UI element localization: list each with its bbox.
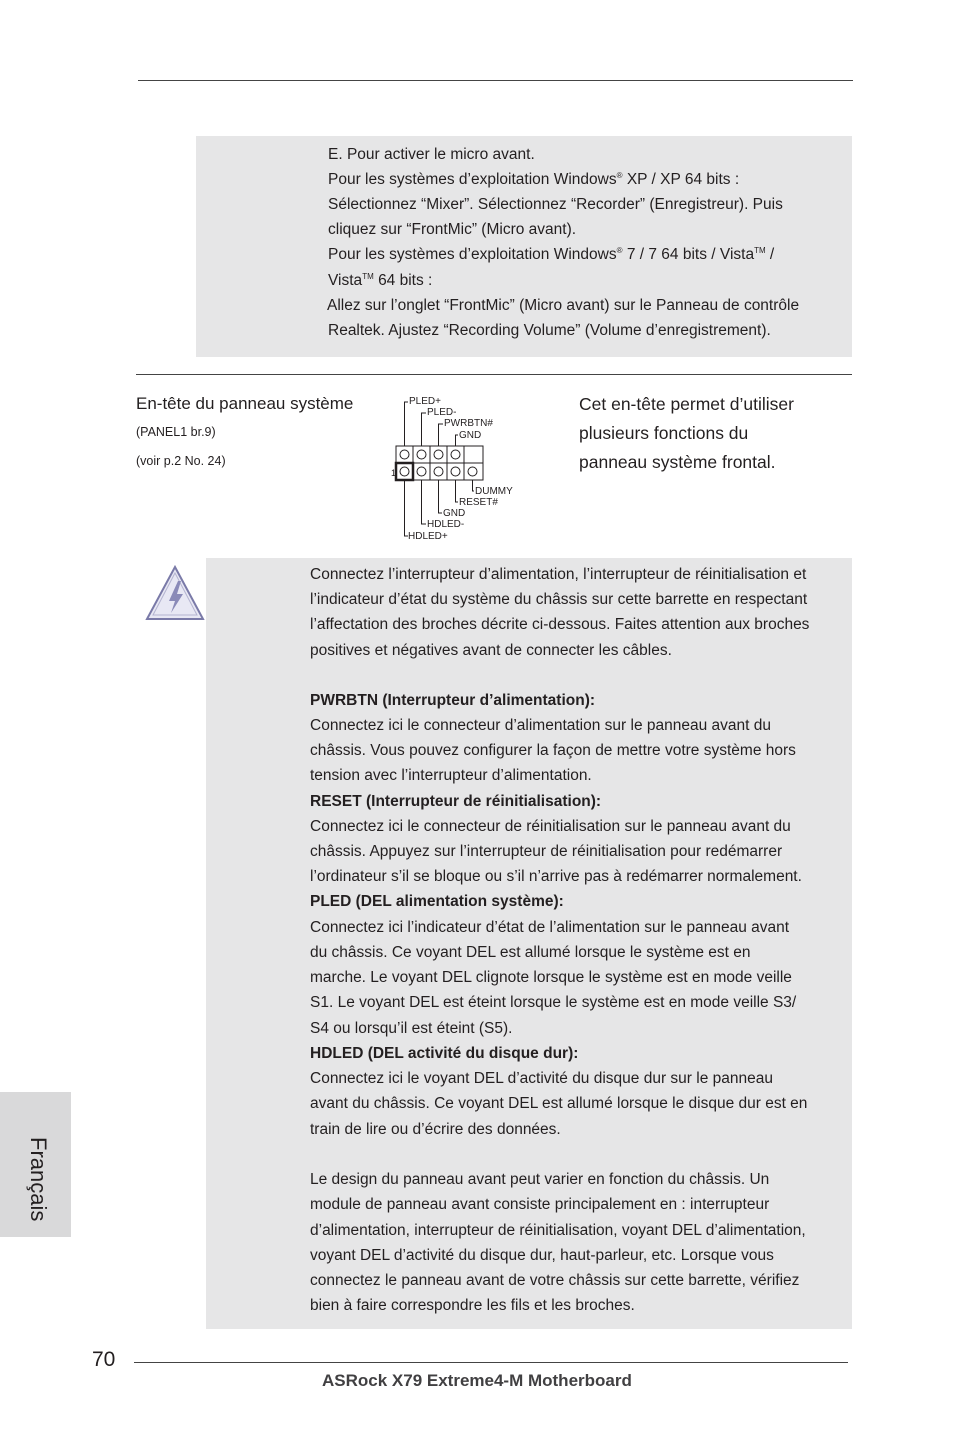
warning-line: tension avec l’interrupteur d’alimentation. <box>310 767 592 784</box>
warning-line: positives et négatives avant de connecter les câbles. <box>310 642 672 659</box>
header-desc-line: panneau système frontal. <box>579 452 776 472</box>
pin-label-gnd-bottom: GND <box>443 508 466 519</box>
audio-note-line: Vista™ 64 bits : <box>328 272 433 289</box>
warning-line: bien à faire correspondre les fils et les broches. <box>310 1297 635 1314</box>
warning-line: S1. Le voyant DEL est éteint lorsque le système est en mode veille S3/ <box>310 994 797 1011</box>
footer-rule <box>134 1362 848 1363</box>
warning-line: Le design du panneau avant peut varier en fonction du châssis. Un <box>310 1171 770 1188</box>
panel-header-diagram <box>388 390 528 542</box>
header-desc-line: Cet en-tête permet d’utiliser <box>579 394 794 414</box>
audio-note-line: E. Pour activer le micro avant. <box>328 146 535 163</box>
warning-line: l’ordinateur s’il se bloque ou s’il n’arrive pas à redémarrer normalement. <box>310 868 802 885</box>
warning-line: avant du châssis. Ce voyant DEL est allumé lorsque le disque dur est en <box>310 1095 808 1112</box>
hdled-heading: HDLED (DEL activité du disque dur): <box>310 1045 579 1062</box>
audio-note-line: cliquez sur “FrontMic” (Micro avant). <box>328 221 577 238</box>
pin-label-hdled-minus: HDLED- <box>427 519 465 530</box>
pin-label-reset: RESET# <box>459 497 498 508</box>
warning-line: module de panneau avant consiste principalement en : interrupteur <box>310 1196 770 1213</box>
header-ref: (PANEL1 br.9) <box>136 425 216 439</box>
footer-title: ASRock X79 Extreme4-M Motherboard <box>322 1371 632 1390</box>
page-number: 70 <box>92 1348 116 1371</box>
pin-label-pled-plus: PLED+ <box>409 396 441 407</box>
warning-line: du châssis. Ce voyant DEL est allumé lorsque le système est en <box>310 944 751 961</box>
warning-line: châssis. Appuyez sur l’interrupteur de réinitialisation pour redémarrer <box>310 843 783 860</box>
audio-note-line: Pour les systèmes d’exploitation Windows® 7 / 7 64 bits / Vista™ / <box>328 246 775 263</box>
pin-label-pled-minus: PLED- <box>427 407 457 418</box>
audio-note-line: Realtek. Ajustez “Recording Volume” (Volume d’enregistrement). <box>328 322 771 339</box>
header-ref: (voir p.2 No. 24) <box>136 454 226 468</box>
warning-line: train de lire ou d’écrire des données. <box>310 1121 561 1138</box>
warning-line: Connectez l’interrupteur d’alimentation, l’interrupteur de réinitialisation et <box>310 566 807 583</box>
warning-line: l’indicateur d’état du système du châssis sur cette barrette en respectant <box>310 591 808 608</box>
pin-label-gnd-top: GND <box>459 430 482 441</box>
warning-line: châssis. Vous pouvez configurer la façon de mettre votre système hors <box>310 742 796 759</box>
reset-heading: RESET (Interrupteur de réinitialisation): <box>310 793 602 810</box>
top-rule <box>138 80 853 81</box>
pin-label-dummy: DUMMY <box>475 486 513 497</box>
warning-line: Connectez ici le voyant DEL d’activité du disque dur sur le panneau <box>310 1070 773 1087</box>
header-desc-line: plusieurs fonctions du <box>579 423 749 443</box>
section-rule <box>136 374 852 375</box>
language-tab-label: Français <box>26 1137 51 1222</box>
warning-icon <box>145 563 209 623</box>
warning-line: connectez le panneau avant de votre châssis sur cette barrette, vérifiez <box>310 1272 800 1289</box>
warning-line: Connectez ici le connecteur d’alimentation sur le panneau avant du <box>310 717 771 734</box>
pled-heading: PLED (DEL alimentation système): <box>310 893 564 910</box>
audio-note-line: Sélectionnez “Mixer”. Sélectionnez “Recorder” (Enregistreur). Puis <box>328 196 783 213</box>
header-title: En-tête du panneau système <box>136 394 354 413</box>
warning-line: S4 ou lorsqu’il est éteint (S5). <box>310 1020 513 1037</box>
audio-note-line: Pour les systèmes d’exploitation Windows® XP / XP 64 bits : <box>328 171 740 188</box>
pwrbtn-heading: PWRBTN (Interrupteur d’alimentation): <box>310 692 596 709</box>
warning-line: marche. Le voyant DEL clignote lorsque le système est en mode veille <box>310 969 792 986</box>
pin-label-pwrbtn: PWRBTN# <box>444 418 493 429</box>
warning-line: d’alimentation, interrupteur de réinitialisation, voyant DEL d’alimentation, <box>310 1222 806 1239</box>
audio-note-line: Allez sur l’onglet “FrontMic” (Micro avant) sur le Panneau de contrôle <box>327 297 800 314</box>
pin-label-hdled-plus: HDLED+ <box>408 531 448 542</box>
warning-line: Connectez ici le connecteur de réinitialisation sur le panneau avant du <box>310 818 791 835</box>
warning-line: Connectez ici l’indicateur d’état de l’alimentation sur le panneau avant <box>310 919 790 936</box>
pin-1-label: 1 <box>391 468 397 478</box>
warning-line: l’affectation des broches décrite ci-dessous. Faites attention aux broches <box>310 616 810 633</box>
warning-line: voyant DEL d’activité du disque dur, haut-parleur, etc. Lorsque vous <box>310 1247 774 1264</box>
